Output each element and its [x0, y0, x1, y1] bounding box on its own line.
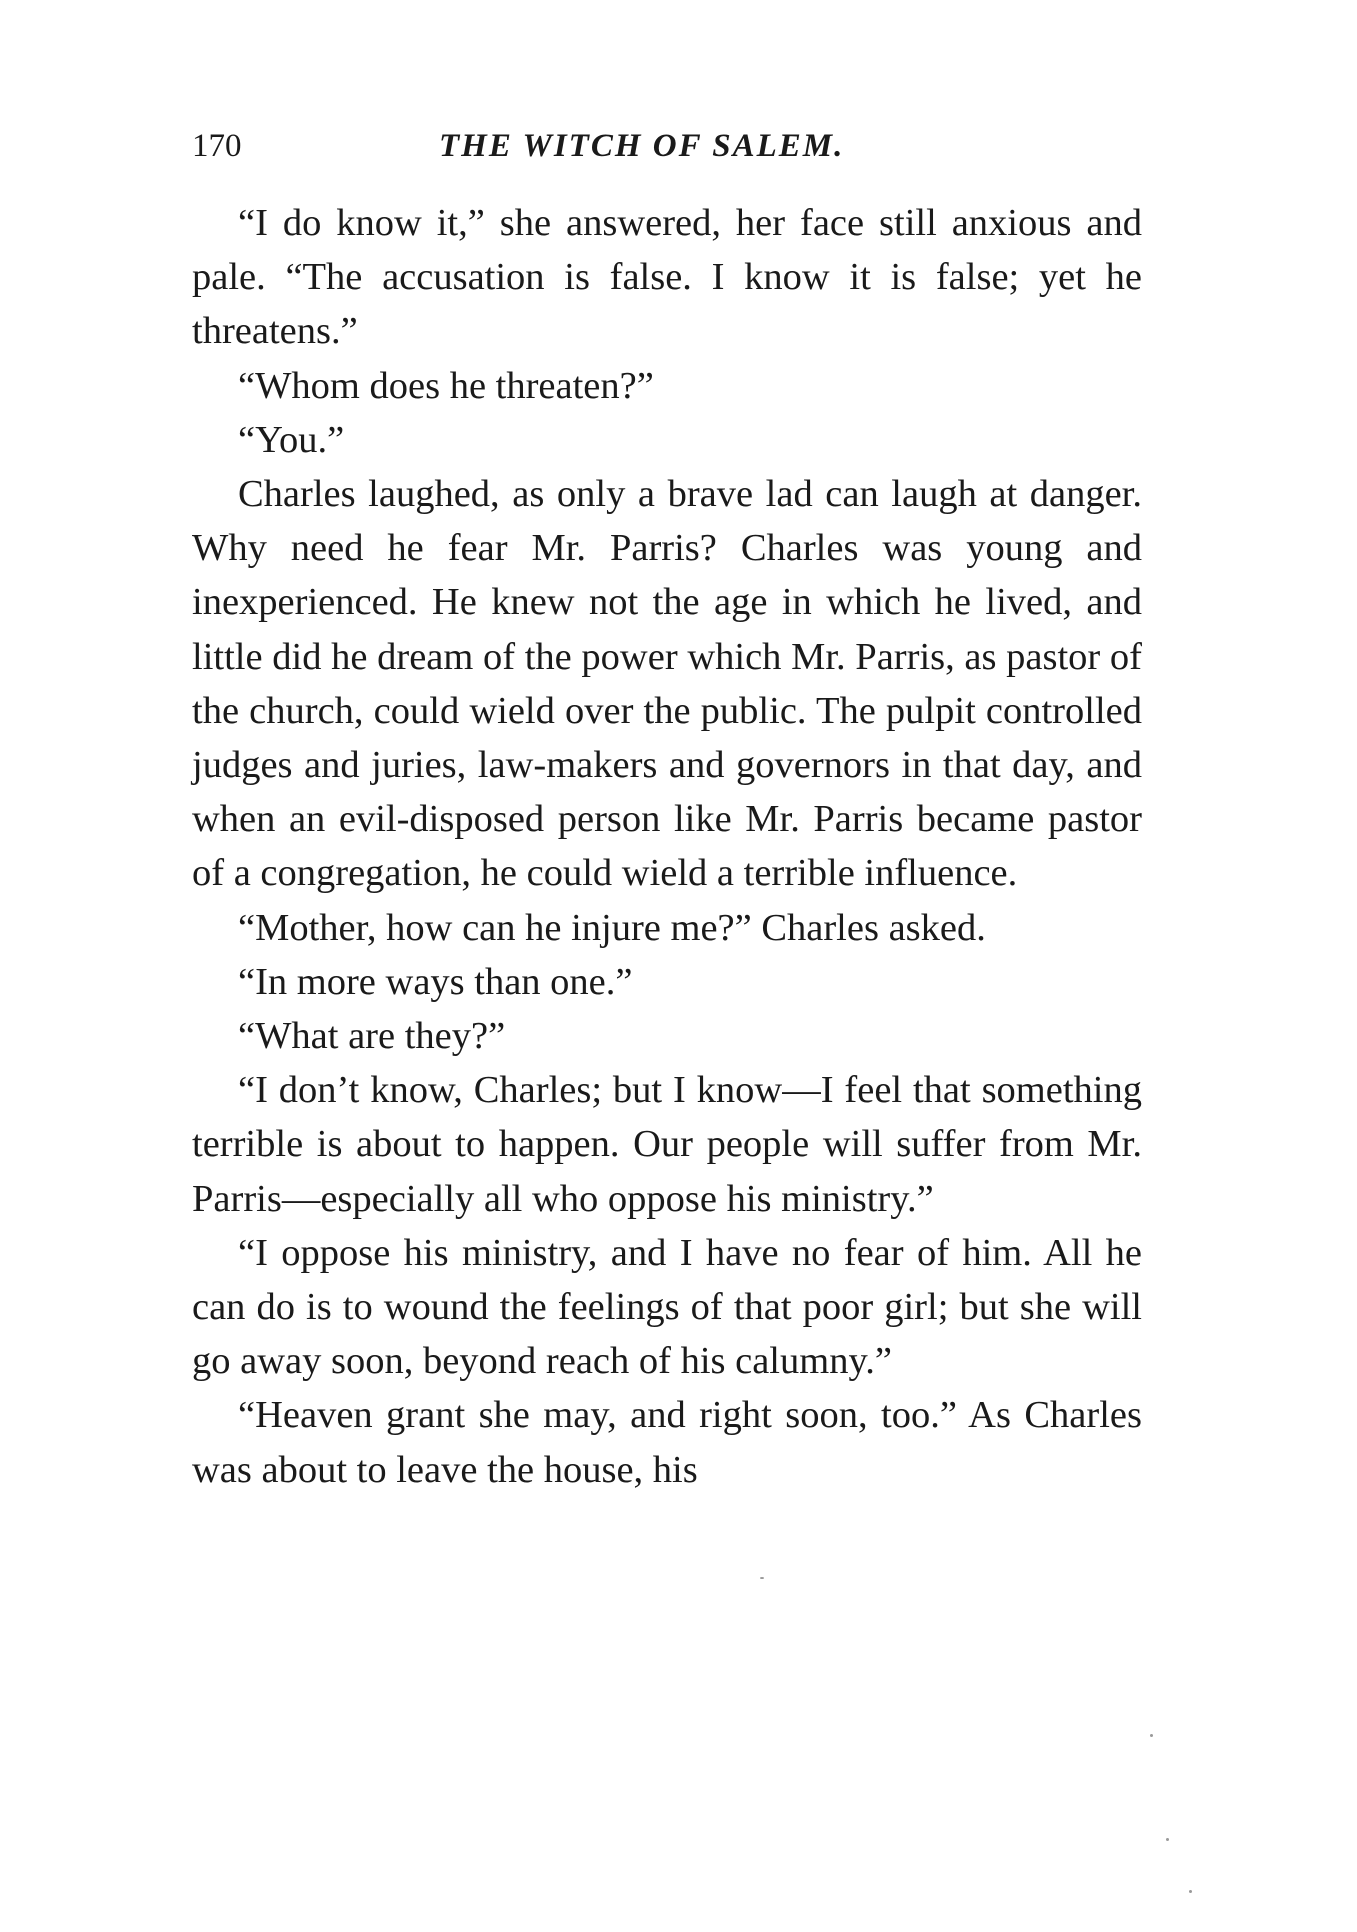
speck: [1150, 1734, 1153, 1737]
paragraph-1: “I do know it,” she answered, her face still anxious and pale. “The accusation is false. I know it is false; yet he threatens.”: [192, 202, 1142, 353]
speck: [760, 1577, 764, 1579]
paragraph-7: “What are they?”: [238, 1015, 506, 1058]
paragraph-9: “I oppose his ministry, and I have no fear of him. All he can do is to wound the feelings of that poor girl; but she will go away soon, beyond reach of his calumny.”: [192, 1231, 1142, 1383]
page-number: 170: [192, 128, 242, 164]
body-text: [192, 196, 1142, 1497]
paragraph-3: “You.”: [238, 418, 345, 461]
page-header: [192, 120, 1142, 172]
paragraph-6: “In more ways than one.”: [238, 960, 633, 1003]
speck: [1166, 1838, 1169, 1841]
paragraph-2: “Whom does he threaten?”: [238, 364, 654, 407]
paragraph-4: Charles laughed, as only a brave lad can laugh at danger. Why need he fear Mr. Parris? Charles was young and inexperienced. He knew not the age in which he lived, and little did he dream of the power which Mr. Parris, as pastor of the church, could wield over the public. The pulpit controlled judges and juries, law-makers and governors in that day, and when an evil-disposed person like Mr. Parris became pastor of a congregation, he could wield a terrible influence.: [192, 473, 1142, 895]
speck: [1189, 1890, 1192, 1893]
paragraph-8: “I don’t know, Charles; but I know—I feel that something terrible is about to happen. Our people will suffer from Mr. Parris—especially all who oppose his ministry.”: [192, 1069, 1142, 1220]
paragraph-10: “Heaven grant she may, and right soon, too.” As Charles was about to leave the house, his: [192, 1394, 1142, 1491]
running-title: THE WITCH OF SALEM.: [439, 128, 845, 164]
paragraph-5: “Mother, how can he injure me?” Charles asked.: [238, 906, 986, 949]
